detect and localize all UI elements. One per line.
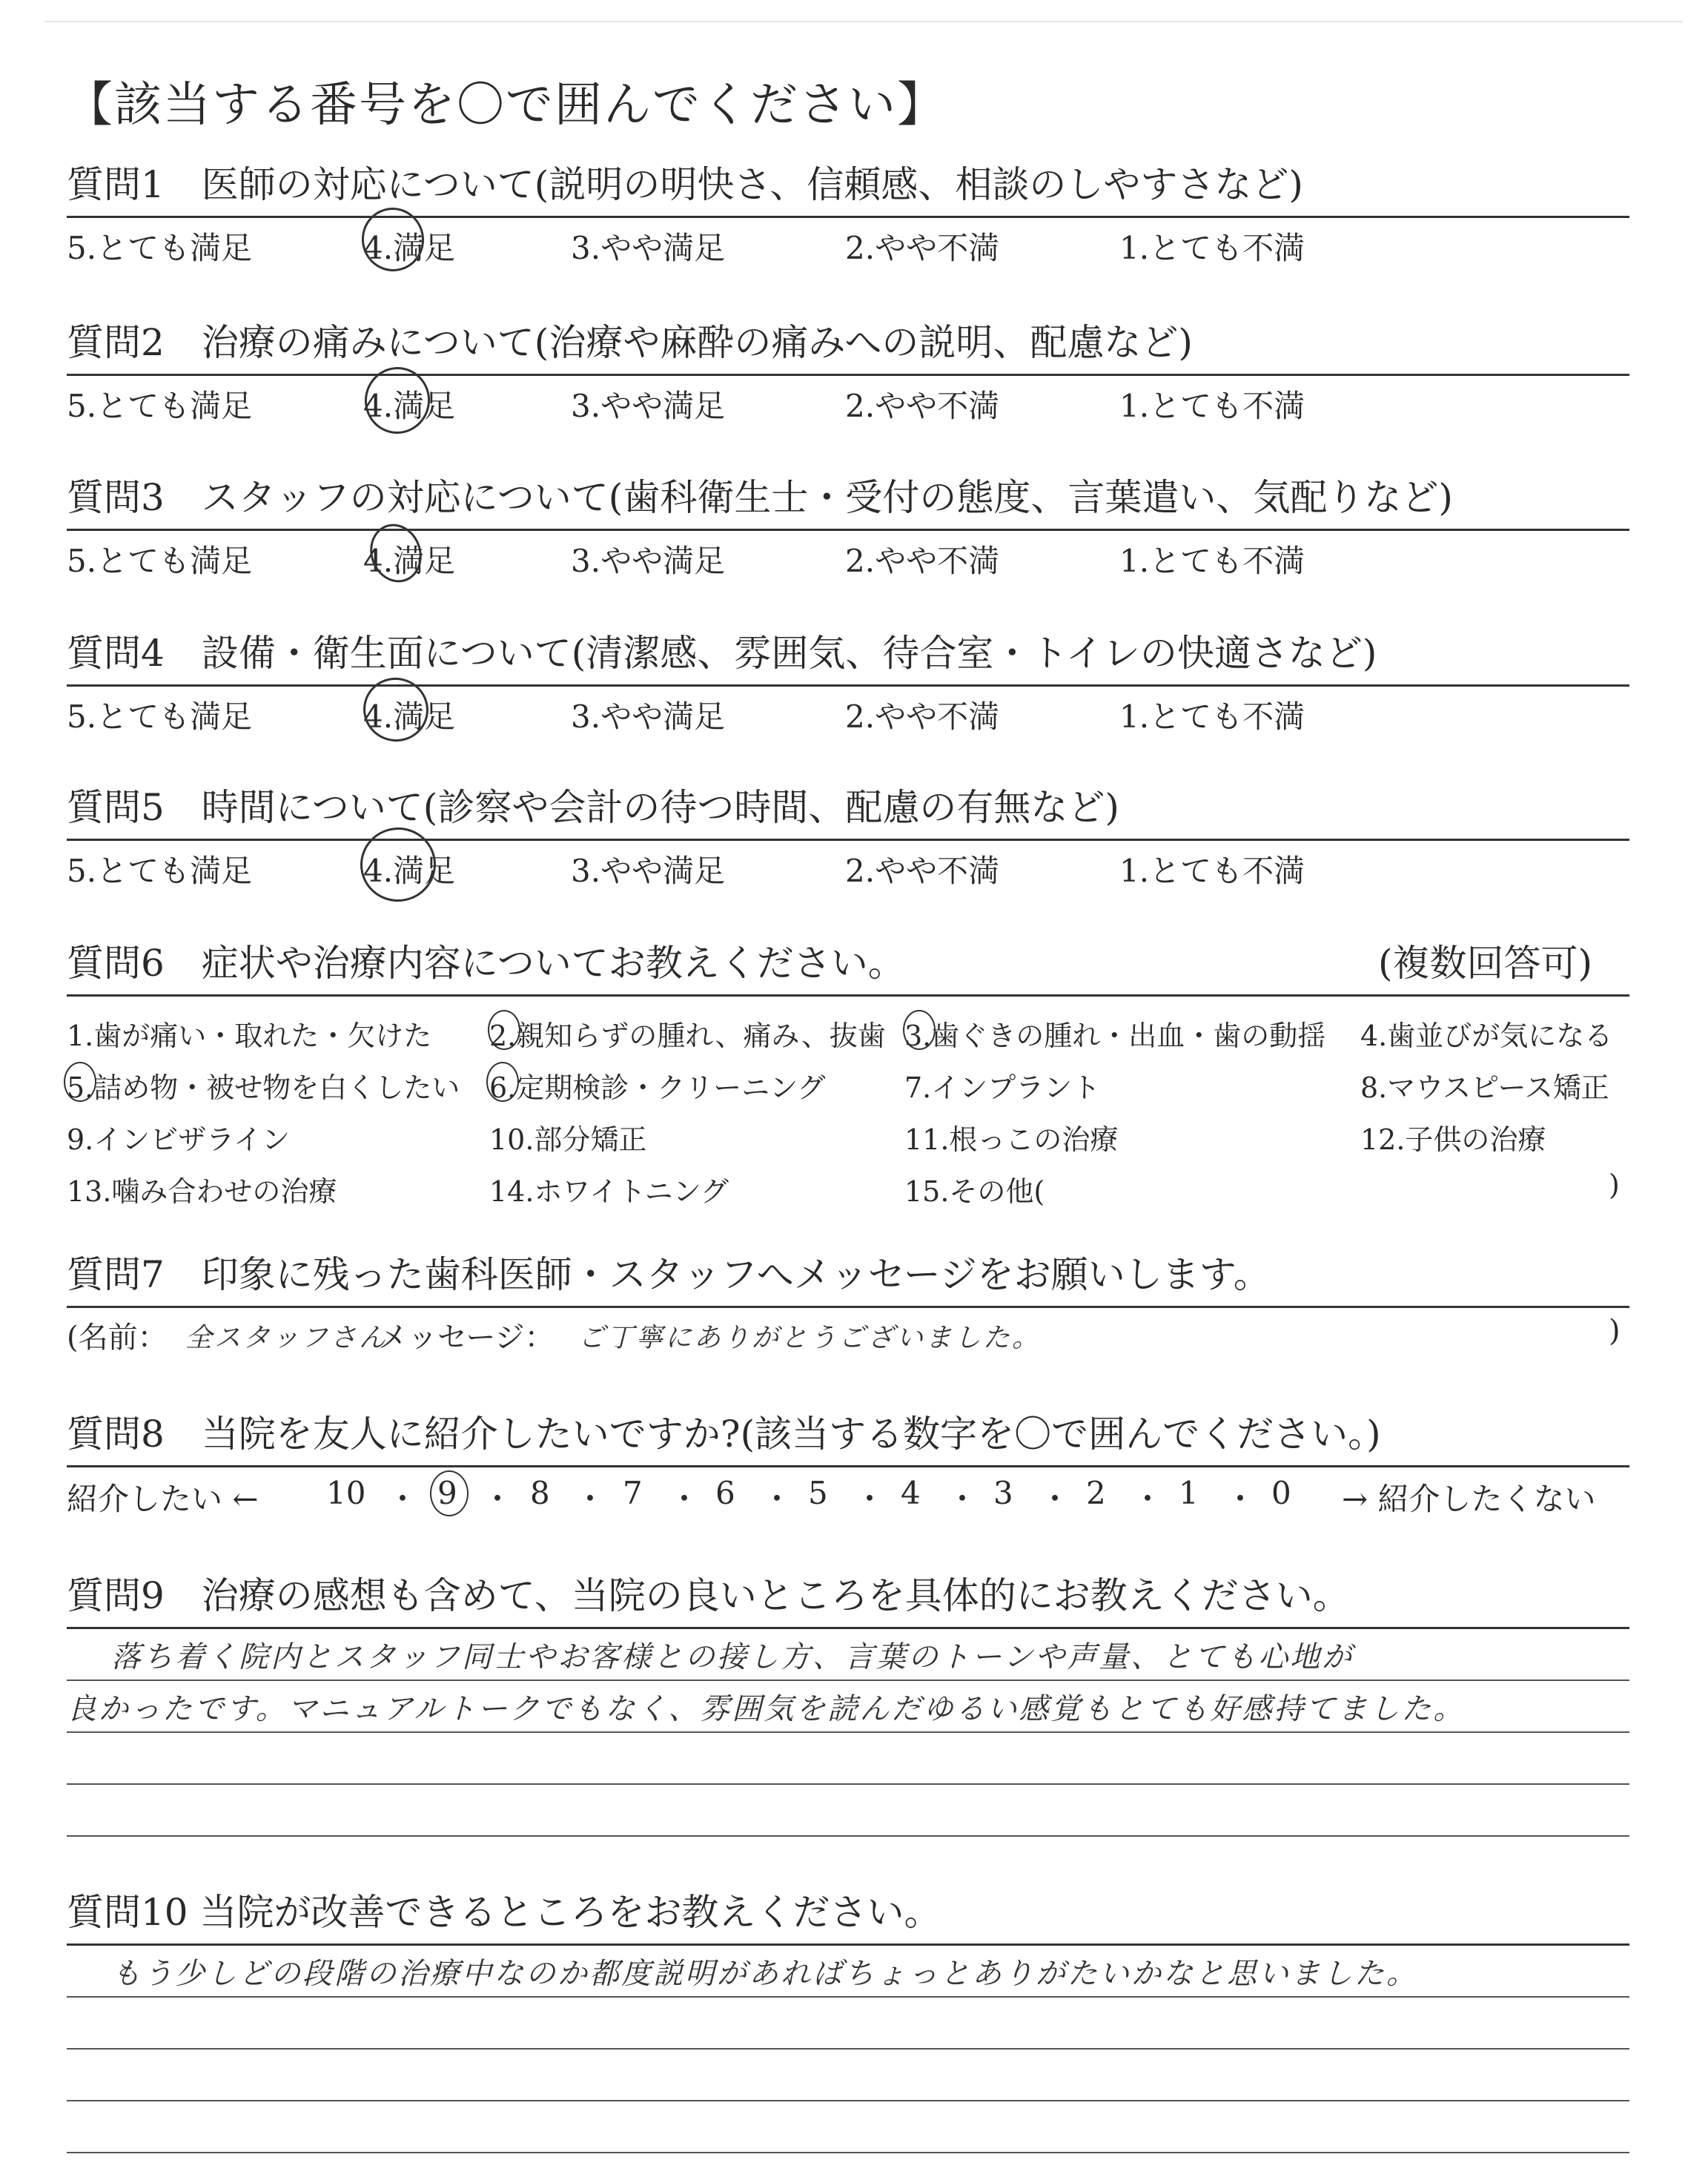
q4-option-4[interactable]: 4.満足 xyxy=(363,698,456,735)
question-1-options xyxy=(67,218,1629,270)
scale-dot: ・ xyxy=(575,1481,606,1517)
symptom-6[interactable]: 6.定期検診・クリーニング xyxy=(489,1071,826,1104)
question-8 xyxy=(67,1409,1629,1516)
question-2 xyxy=(67,317,1629,428)
name-value[interactable]: 全スタッフさん xyxy=(185,1323,388,1353)
symptom-10[interactable]: 10.部分矯正 xyxy=(489,1123,647,1156)
scale-5[interactable]: 5 xyxy=(808,1475,828,1511)
question-2-title: 質問2 治療の痛みについて(治療や麻酔の痛みへの説明、配慮など) xyxy=(67,321,1193,364)
symptom-4[interactable]: 4.歯並びが気になる xyxy=(1360,1020,1613,1052)
symptom-2-selection-circle xyxy=(488,1010,520,1050)
question-2-options xyxy=(67,376,1629,428)
referral-scale xyxy=(67,1467,1629,1516)
q5-option-2[interactable]: 2.やや不満 xyxy=(845,853,1000,889)
message-value[interactable]: ご丁寧にありがとうございました。 xyxy=(578,1323,1042,1353)
top-border xyxy=(44,21,1683,22)
question-9-title: 質問9 治療の感想も含めて、当院の良いところを具体的にお教えください。 xyxy=(67,1574,1350,1617)
symptom-15[interactable]: 15.その他( xyxy=(904,1175,1045,1208)
question-7 xyxy=(67,1249,1629,1355)
q4-option-5[interactable]: 5.とても満足 xyxy=(67,698,253,735)
question-1-title: 質問1 医師の対応について(説明の明快さ、信頼感、相談のしやすさなど) xyxy=(67,163,1303,206)
question-5 xyxy=(67,782,1629,893)
answer-line[interactable] xyxy=(67,1783,1629,1835)
answer-line[interactable] xyxy=(67,2100,1629,2152)
answer-text: 良かったです。マニュアルトークでもなく、雰囲気を読んだゆるい感覚もとても好感持てました。 xyxy=(67,1692,1466,1726)
scale-selection-circle xyxy=(430,1470,469,1516)
question-6 xyxy=(67,938,1629,1208)
symptom-5-selection-circle xyxy=(64,1062,96,1102)
scale-dot: ・ xyxy=(761,1481,793,1517)
q2-option-2[interactable]: 2.やや不満 xyxy=(845,388,1000,424)
question-5-title: 質問5 時間について(診察や会計の待つ時間、配慮の有無など) xyxy=(67,786,1119,829)
scale-4[interactable]: 4 xyxy=(901,1475,921,1511)
question-9 xyxy=(67,1571,1629,1837)
scale-10[interactable]: 10 xyxy=(326,1475,366,1511)
q4-option-3[interactable]: 3.やや満足 xyxy=(571,698,726,735)
symptom-11[interactable]: 11.根っこの治療 xyxy=(904,1123,1119,1156)
scale-right-label: → 紹介したくない xyxy=(1342,1481,1596,1517)
message-label: メッセージ： xyxy=(378,1321,555,1355)
q4-selection-circle xyxy=(356,670,435,749)
scale-left-label: 紹介したい ← xyxy=(67,1481,259,1517)
answer-line[interactable] xyxy=(67,1731,1629,1783)
q3-option-2[interactable]: 2.やや不満 xyxy=(845,543,1000,579)
q5-option-1[interactable]: 1.とても不満 xyxy=(1119,853,1305,889)
symptom-12[interactable]: 12.子供の治療 xyxy=(1360,1123,1546,1156)
scale-6[interactable]: 6 xyxy=(715,1475,735,1511)
q1-option-4[interactable]: 4.満足 xyxy=(363,230,456,266)
scale-9[interactable]: 9 xyxy=(437,1475,457,1511)
question-4 xyxy=(67,628,1629,739)
scale-dot: ・ xyxy=(854,1481,886,1517)
q5-option-3[interactable]: 3.やや満足 xyxy=(571,853,726,889)
scale-dot: ・ xyxy=(947,1481,979,1517)
symptom-15-close: ) xyxy=(1609,1169,1620,1201)
q2-option-5[interactable]: 5.とても満足 xyxy=(67,388,253,424)
symptom-1[interactable]: 1.歯が痛い・取れた・欠けた xyxy=(67,1020,432,1052)
scale-dot: ・ xyxy=(387,1481,419,1517)
question-5-options xyxy=(67,841,1629,893)
answer-line[interactable] xyxy=(67,1680,1629,1731)
question-7-answer xyxy=(67,1308,1629,1355)
message-close: ) xyxy=(1609,1314,1621,1348)
question-3 xyxy=(67,472,1629,583)
symptom-6-selection-circle xyxy=(486,1062,519,1102)
symptom-9[interactable]: 9.インビザライン xyxy=(67,1123,291,1156)
q3-option-4[interactable]: 4.満足 xyxy=(363,543,456,579)
scale-2[interactable]: 2 xyxy=(1086,1475,1106,1511)
answer-line-bottom xyxy=(67,1835,1629,1837)
answer-line[interactable] xyxy=(67,1996,1629,2048)
symptom-8[interactable]: 8.マウスピース矯正 xyxy=(1360,1071,1609,1104)
q3-option-5[interactable]: 5.とても満足 xyxy=(67,543,253,579)
question-3-options xyxy=(67,531,1629,583)
answer-line[interactable] xyxy=(67,2048,1629,2100)
q1-option-5[interactable]: 5.とても満足 xyxy=(67,230,253,266)
question-8-title: 質問8 当院を友人に紹介したいですか?(該当する数字を〇で囲んでください。) xyxy=(67,1413,1381,1456)
question-1 xyxy=(67,159,1629,270)
scale-1[interactable]: 1 xyxy=(1179,1475,1199,1511)
symptom-14[interactable]: 14.ホワイトニング xyxy=(489,1175,729,1208)
q3-option-1[interactable]: 1.とても不満 xyxy=(1119,543,1305,579)
q2-option-4[interactable]: 4.満足 xyxy=(363,388,456,424)
answer-text: 落ち着く院内とスタッフ同士やお客様との接し方、言葉のトーンや声量、とても心地が xyxy=(111,1640,1354,1674)
answer-line[interactable] xyxy=(67,1943,1629,1996)
name-label: (名前： xyxy=(67,1321,168,1355)
q1-option-1[interactable]: 1.とても不満 xyxy=(1119,230,1305,266)
question-9-answer xyxy=(67,1627,1629,1837)
answer-text: もう少しどの段階の治療中なのか都度説明があればちょっとありがたいかなと思いました。 xyxy=(111,1957,1418,1991)
q1-option-3[interactable]: 3.やや満足 xyxy=(571,230,726,266)
symptom-7[interactable]: 7.インプラント xyxy=(904,1071,1101,1104)
scale-dot: ・ xyxy=(1132,1481,1164,1517)
symptom-2[interactable]: 2.親知らずの腫れ、痛み、抜歯 xyxy=(489,1020,886,1052)
question-6-title: 質問6 症状や治療内容についてお教えください。 xyxy=(67,942,905,985)
q3-option-3[interactable]: 3.やや満足 xyxy=(571,543,726,579)
scale-dot: ・ xyxy=(482,1481,514,1517)
question-4-options xyxy=(67,687,1629,739)
q4-option-1[interactable]: 1.とても不満 xyxy=(1119,698,1305,735)
scale-8[interactable]: 8 xyxy=(530,1475,550,1511)
symptom-13[interactable]: 13.噛み合わせの治療 xyxy=(67,1175,337,1208)
symptom-3-selection-circle xyxy=(903,1010,936,1050)
answer-line-bottom xyxy=(67,2152,1629,2153)
q2-option-1[interactable]: 1.とても不満 xyxy=(1119,388,1305,424)
scale-dot: ・ xyxy=(1225,1481,1257,1517)
answer-line[interactable] xyxy=(67,1627,1629,1680)
question-4-title: 質問4 設備・衛生面について(清潔感、雰囲気、待合室・トイレの快適さなど) xyxy=(67,632,1377,675)
question-10-answer xyxy=(67,1943,1629,2153)
q5-option-4[interactable]: 4.満足 xyxy=(363,853,456,889)
page-heading: 【該当する番号を〇で囲んでください】 xyxy=(65,78,946,133)
question-6-note: (複数回答可) xyxy=(1377,942,1592,985)
q1-option-2[interactable]: 2.やや不満 xyxy=(845,230,1000,266)
symptom-3[interactable]: 3.歯ぐきの腫れ・出血・歯の動揺 xyxy=(904,1020,1326,1052)
q5-option-5[interactable]: 5.とても満足 xyxy=(67,853,253,889)
question-6-options xyxy=(67,997,1629,1208)
symptom-5[interactable]: 5.詰め物・被せ物を白くしたい xyxy=(67,1071,460,1104)
question-3-title: 質問3 スタッフの対応について(歯科衛生士・受付の態度、言葉遣い、気配りなど) xyxy=(67,476,1453,519)
question-10 xyxy=(67,1887,1629,2153)
scale-0[interactable]: 0 xyxy=(1271,1475,1291,1511)
question-7-title: 質問7 印象に残った歯科医師・スタッフへメッセージをお願いします。 xyxy=(67,1253,1271,1296)
q5-selection-circle xyxy=(356,822,441,906)
scale-7[interactable]: 7 xyxy=(623,1475,643,1511)
scale-3[interactable]: 3 xyxy=(993,1475,1013,1511)
scale-dot: ・ xyxy=(1039,1481,1071,1517)
q4-option-2[interactable]: 2.やや不満 xyxy=(845,698,1000,735)
question-10-title: 質問10 当院が改善できるところをお教えください。 xyxy=(67,1891,941,1934)
q2-option-3[interactable]: 3.やや満足 xyxy=(571,388,726,424)
scale-dot: ・ xyxy=(669,1481,701,1517)
